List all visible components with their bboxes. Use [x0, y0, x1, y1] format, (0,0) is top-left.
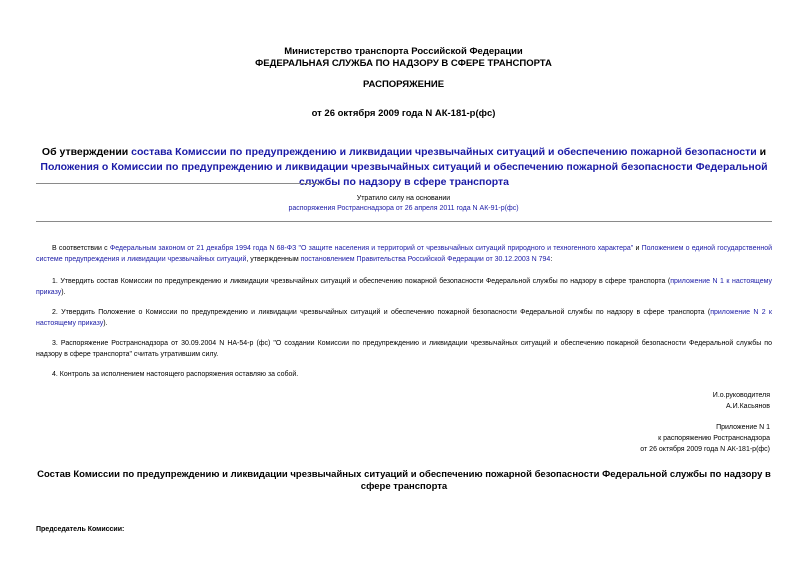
item-2-appendix-link[interactable]: приложение N 2 к настоящему приказу [36, 309, 772, 327]
item-1-appendix-link[interactable]: приложение N 1 к настоящему приказу [36, 278, 773, 296]
section-title: Состав Комиссии по предупреждению и ликвидации чрезвычайных ситуаций и обеспечению пожарной безопасности Федеральной службы по надзору в сфере транспорта [37, 469, 771, 492]
item-2-end: ). [103, 320, 108, 327]
ministry-name: Министерство транспорта Российской Федерации [284, 46, 523, 57]
item-1-end: ). [61, 289, 66, 296]
service-name: ФЕДЕРАЛЬНАЯ СЛУЖБА ПО НАДЗОРУ В СФЕРЕ ТРАНСПОРТА [255, 58, 552, 69]
signature-role: И.о.руководителя [712, 392, 770, 399]
status-line: Утратило силу на основании [356, 195, 451, 202]
item-3-paragraph: 3. Распоряжение Ространснадзора от 30.09.2004 N НА-54-р (фс) "О создании Комиссии по предупреждению и ликвидации чрезвычайных ситуаций и обеспечению пожарной безопасности Федеральной службы по надзору в сфере транспорта" считать утратившим силу. [36, 340, 772, 358]
appendix-number: Приложение N 1 [716, 424, 770, 431]
title-prefix: Об утверждении [41, 146, 132, 158]
preamble-text-1: В соответствии с [52, 245, 110, 252]
preamble-text-2: и [633, 245, 642, 252]
preamble-text-4: : [550, 256, 553, 263]
appendix-reference: к распоряжению Ространснадзора [658, 435, 770, 442]
title-link-composition[interactable]: состава Комиссии по предупреждению и ликвидации чрезвычайных ситуаций и обеспечению пожарной безопасности [131, 146, 757, 158]
item-2-text: 2. Утвердить Положение о Комиссии по предупреждению и ликвидации чрезвычайных ситуаций и обеспечению пожарной безопасности Федеральной службы по надзору в сфере транспорта ( [52, 309, 711, 316]
preamble-paragraph [36, 243, 772, 265]
status-link[interactable]: распоряжения Ространснадзора от 26 апреля 2011 года N АК-91-р(фс) [288, 205, 519, 212]
signature-name: А.И.Касьянов [726, 403, 770, 410]
document-date: от 26 октября 2009 года N АК-181-р(фс) [311, 108, 496, 119]
appendix-date: от 26 октября 2009 года N АК-181-р(фс) [640, 446, 770, 453]
status-note [0, 194, 807, 214]
item-2-paragraph [36, 307, 772, 329]
title-mid: и [756, 146, 767, 158]
signature-block [713, 390, 770, 412]
preamble-link-regulation[interactable]: Положением о единой государственной системе предупреждения и ликвидации чрезвычайных ситуаций [36, 245, 773, 263]
full-divider [36, 221, 772, 222]
item-1-paragraph [36, 276, 772, 298]
preamble-link-federal-law[interactable]: Федеральным законом от 21 декабря 1994 года N 68-ФЗ "О защите населения и территорий от чрезвычайных ситуаций природного и техногенного характера" [109, 245, 634, 252]
chairman-label: Председатель Комиссии: [36, 526, 125, 533]
short-divider [36, 183, 321, 184]
title-link-regulation[interactable]: Положения о Комиссии по предупреждению и ликвидации чрезвычайных ситуаций и обеспечению пожарной безопасности Федеральной службы по надзору в сфере транспорта [40, 161, 768, 188]
appendix-block [640, 422, 770, 455]
item-1-text: 1. Утвердить состав Комиссии по предупреждению и ликвидации чрезвычайных ситуаций и обеспечению пожарной безопасности Федеральной службы по надзору в сфере транспорта ( [52, 278, 671, 285]
preamble-link-decree[interactable]: постановлением Правительства Российской Федерации от 30.12.2003 N 794 [300, 256, 551, 263]
item-4-paragraph: 4. Контроль за исполнением настоящего распоряжения оставляю за собой. [52, 371, 299, 378]
preamble-text-3: , утвержденным [246, 256, 301, 263]
document-type: РАСПОРЯЖЕНИЕ [362, 79, 445, 90]
